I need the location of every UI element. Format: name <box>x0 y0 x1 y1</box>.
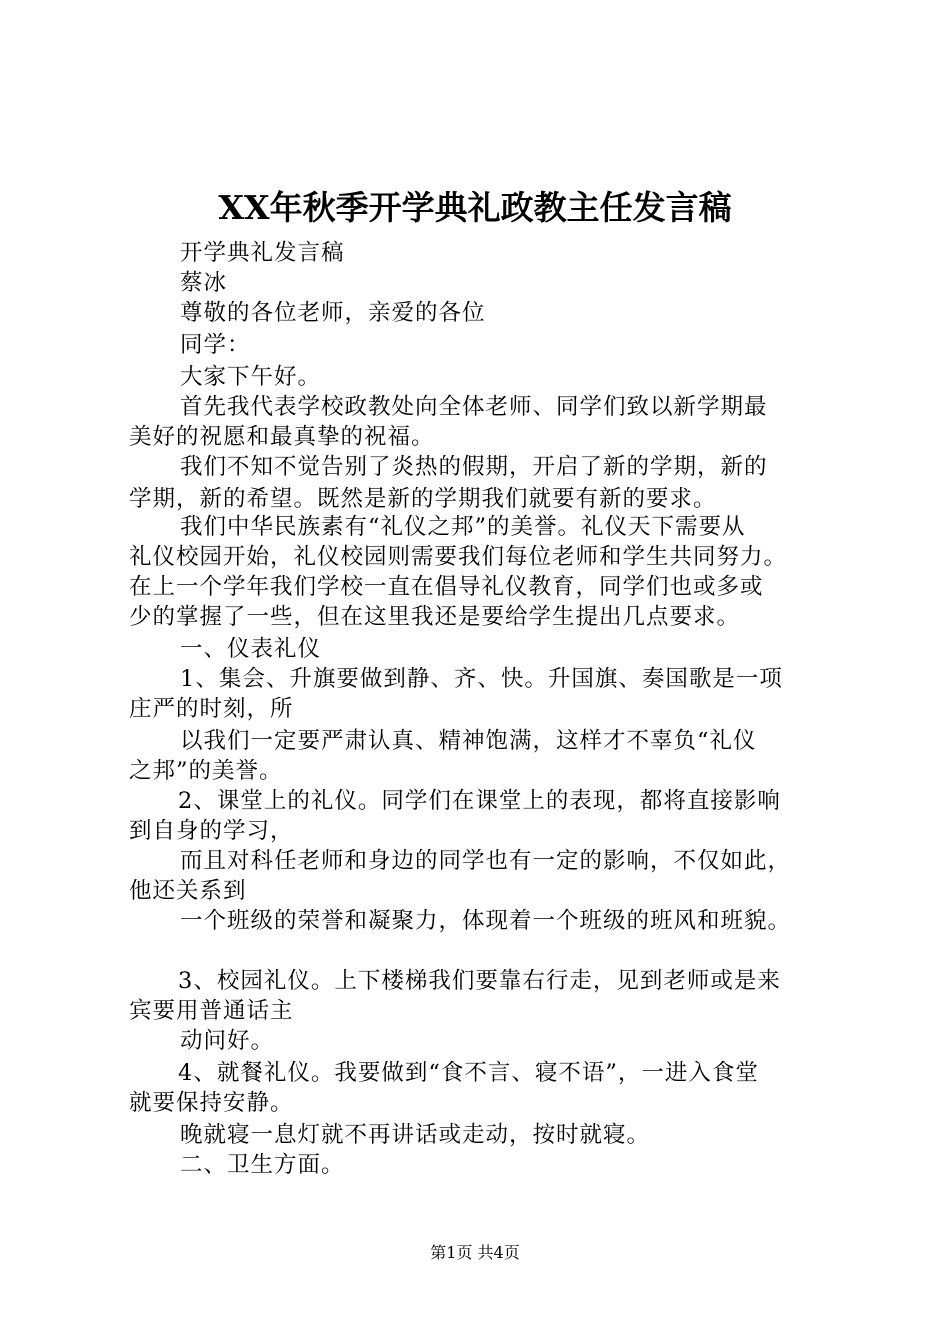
text-line: 首先我代表学校政教处向全体老师、同学们致以新学期最 <box>180 394 768 420</box>
text-line: 在上一个学年我们学校一直在倡导礼仪教育，同学们也或多或 <box>129 574 764 600</box>
text-line: 以我们一定要严肃认真、精神饱满，这样才不辜负“礼仪 <box>180 728 757 754</box>
text-line: 二、卫生方面。 <box>180 1152 345 1178</box>
text-line: 少的掌握了一些，但在这里我还是要给学生提出几点要求。 <box>129 604 741 630</box>
text-line: 我们不知不觉告别了炎热的假期，开启了新的学期，新的 <box>180 454 768 480</box>
text-line: 美好的祝愿和最真挚的祝福。 <box>129 424 435 450</box>
text-line: 到自身的学习， <box>129 818 294 844</box>
text-line: 我们中华民族素有“礼仪之邦”的美誉。礼仪天下需要从 <box>180 514 746 540</box>
text-line: 动问好。 <box>180 1028 275 1054</box>
text-line: 3、校园礼仪。上下楼梯我们要靠右行走，见到老师或是来 <box>178 968 781 994</box>
text-line: 大家下午好。 <box>180 364 322 390</box>
text-line: 尊敬的各位老师，亲爱的各位 <box>180 300 486 326</box>
text-line: 4、就餐礼仪。我要做到“食不言、寝不语”，一进入食堂 <box>178 1060 759 1086</box>
text-line: 就要保持安静。 <box>129 1090 294 1116</box>
text-line: 而且对科任老师和身边的同学也有一定的影响，不仅如此， <box>180 848 792 874</box>
text-line: 2、课堂上的礼仪。同学们在课堂上的表现，都将直接影响 <box>178 788 781 814</box>
text-line: 一个班级的荣誉和凝聚力，体现着一个班级的班风和班貌。 <box>180 908 792 934</box>
text-line: 晚就寝一息灯就不再讲话或走动，按时就寝。 <box>180 1122 651 1148</box>
text-line: 蔡冰 <box>180 270 228 296</box>
text-line: 庄严的时刻，所 <box>129 696 294 722</box>
text-line: 同学： <box>180 332 251 358</box>
text-line: 学期，新的希望。既然是新的学期我们就要有新的要求。 <box>129 486 717 512</box>
text-line: 之邦”的美誉。 <box>129 758 283 784</box>
text-line: 一、仪表礼仪 <box>180 636 322 662</box>
text-line: 1、集会、升旗要做到静、齐、快。升国旗、奏国歌是一项 <box>180 666 783 692</box>
text-line: 他还关系到 <box>129 878 247 904</box>
text-line: 宾要用普通话主 <box>129 998 294 1024</box>
text-line: 礼仪校园开始，礼仪校园则需要我们每位老师和学生共同努力。 <box>129 544 788 570</box>
text-line: 开学典礼发言稿 <box>180 240 345 266</box>
page-footer: 第1页 共4页 <box>430 1243 520 1262</box>
document-title: XX年秋季开学典礼政教主任发言稿 <box>218 188 732 227</box>
